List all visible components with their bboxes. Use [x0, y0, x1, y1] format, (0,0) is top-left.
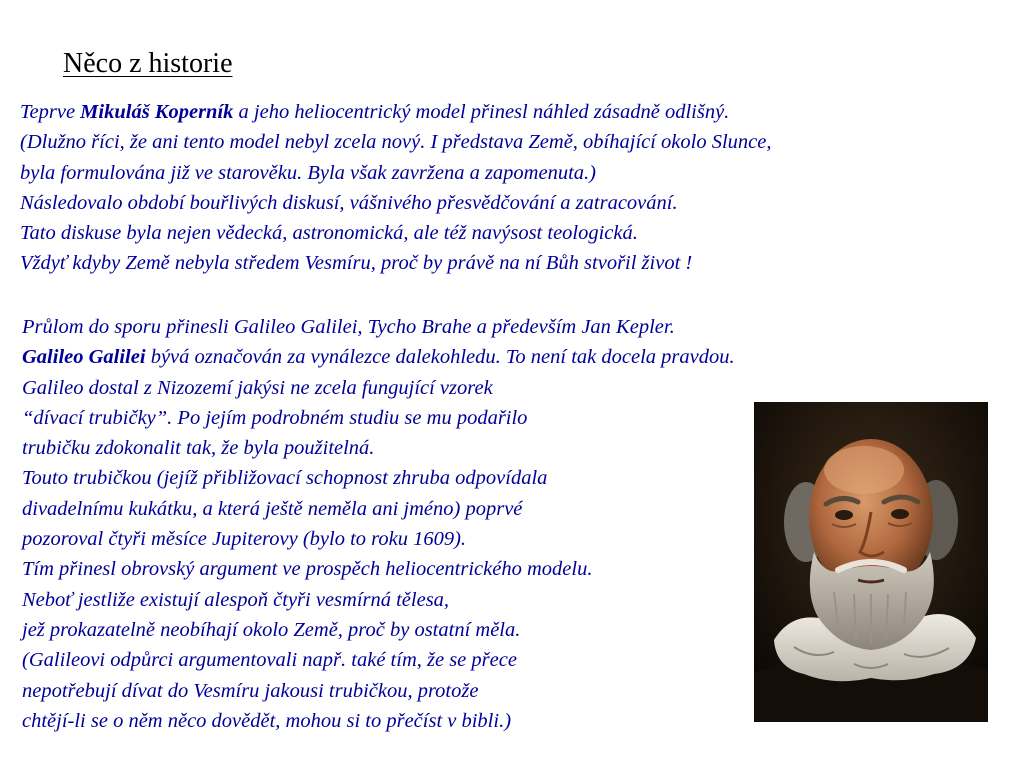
- text-run: a jeho heliocentrický model přinesl náhled zásadně odlišný.: [233, 101, 730, 123]
- text-line: jež prokazatelně neobíhají okolo Země, proč by ostatní měla.: [22, 618, 521, 641]
- name-galileo: Galileo Galilei: [22, 346, 146, 369]
- text-line: Neboť jestliže existují alespoň čtyři vesmírná tělesa,: [22, 588, 450, 611]
- text-line: (Galileovi odpůrci argumentovali např. také tím, že se přece: [22, 649, 517, 672]
- text-line: (Dlužno říci, že ani tento model nebyl zcela nový. I představa Země, obíhající okolo Slunce,: [20, 131, 772, 154]
- text-line: “dívací trubičky”. Po jejím podrobném studiu se mu podařilo: [22, 406, 528, 429]
- text-line: byla formulována již ve starověku. Byla však zavržena a zapomenuta.): [20, 161, 596, 184]
- text-run: Teprve: [20, 101, 81, 123]
- text-line: nepotřebují dívat do Vesmíru jakousi trubičkou, protože: [22, 679, 479, 702]
- text-line: divadelnímu kukátku, a která ještě neměla ani jméno) poprvé: [22, 497, 523, 520]
- paragraph-galileo: [22, 312, 735, 736]
- text-line: [20, 97, 772, 127]
- text-run: bývá označován za vynálezce dalekohledu. To není tak docela pravdou.: [145, 346, 735, 369]
- paragraph-copernicus: [20, 97, 772, 279]
- text-line: Tato diskuse byla nejen vědecká, astronomická, ale též navýsost teologická.: [20, 222, 638, 245]
- portrait-galileo-icon: [754, 402, 988, 722]
- text-line: Tím přinesl obrovský argument ve prospěch heliocentrického modelu.: [22, 558, 593, 581]
- text-line: Vždyť kdyby Země nebyla středem Vesmíru, proč by právě na ní Bůh stvořil život !: [20, 252, 693, 275]
- text-line: chtějí-li se o něm něco dovědět, mohou si to přečíst v bibli.): [22, 709, 512, 732]
- text-line: Následovalo období bouřlivých diskusí, vášnivého přesvědčování a zatracování.: [20, 191, 678, 214]
- text-line: [22, 342, 735, 372]
- slide-title: Něco z historie: [63, 48, 233, 79]
- text-line: pozoroval čtyři měsíce Jupiterovy (bylo to roku 1609).: [22, 528, 467, 551]
- text-line: Průlom do sporu přinesli Galileo Galilei, Tycho Brahe a především Jan Kepler.: [22, 316, 675, 338]
- text-line: trubičku zdokonalit tak, že byla použitelná.: [22, 437, 375, 460]
- name-kopernik: Mikuláš Koperník: [80, 101, 234, 123]
- text-line: Galileo dostal z Nizozemí jakýsi ne zcela fungující vzorek: [22, 376, 493, 399]
- portrait-galileo-image: [754, 402, 988, 722]
- text-line: Touto trubičkou (jejíž přibližovací schopnost zhruba odpovídala: [22, 467, 548, 490]
